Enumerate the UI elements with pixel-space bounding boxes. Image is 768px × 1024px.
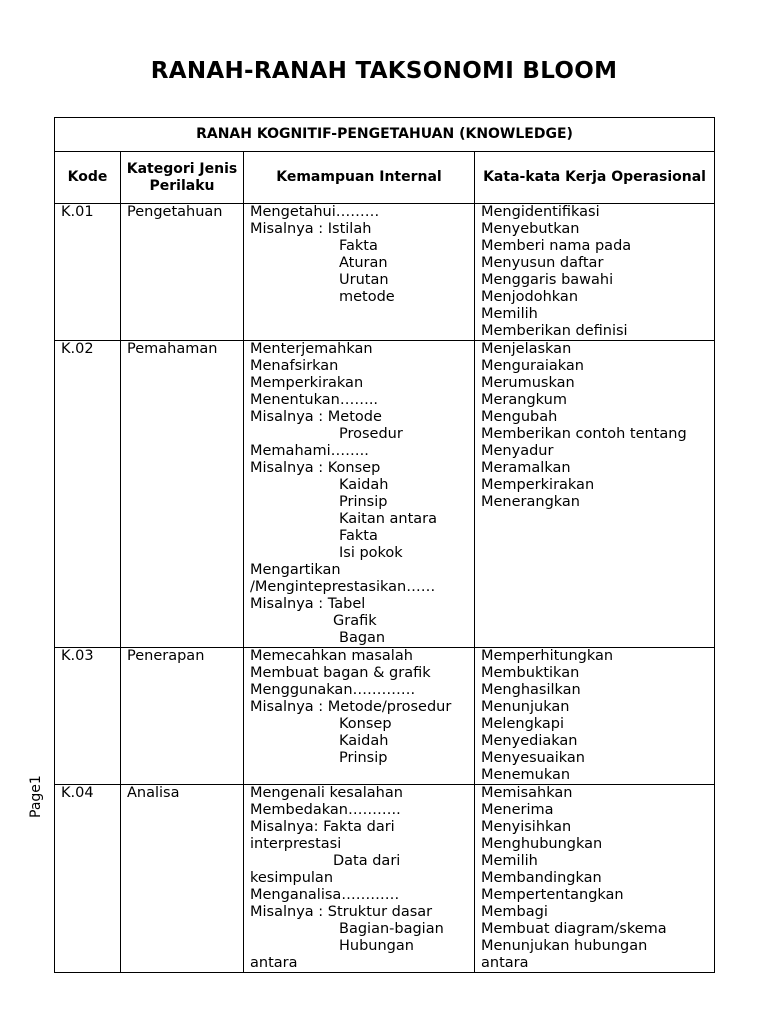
cell-kata-kerja (475, 204, 715, 341)
kata-kerja-line: Mempertentangkan (481, 887, 624, 903)
kemampuan-line: Hubungan (339, 938, 414, 954)
cell-kemampuan (244, 341, 475, 648)
kemampuan-line: Fakta (339, 238, 378, 254)
cell-kata-kerja (475, 785, 715, 973)
cell-kata-kerja (475, 648, 715, 785)
kata-kerja-line: Membagi (481, 904, 548, 920)
kemampuan-line: Misalnya : Istilah (250, 221, 372, 237)
kemampuan-line: Kaitan antara (339, 511, 438, 527)
kata-kerja-line: Menjodohkan (481, 289, 579, 305)
kemampuan-line: metode (339, 289, 395, 305)
kata-kerja-line: Menunjukan hubungan (481, 938, 648, 954)
kata-kerja-line: Merumuskan (481, 375, 575, 391)
kata-kerja-line: Memperhitungkan (481, 648, 614, 664)
kemampuan-line: Menafsirkan (250, 358, 339, 374)
kemampuan-line: kesimpulan (250, 870, 334, 886)
kemampuan-line: Kaidah (339, 477, 389, 493)
kemampuan-line: Memahami…….. (250, 443, 369, 459)
kata-kerja-line: Memilih (481, 306, 538, 322)
kata-kerja-line: antara (481, 955, 529, 971)
kata-kerja-line: Mengidentifikasi (481, 204, 600, 220)
kata-kerja-line: Menyediakan (481, 733, 578, 749)
kemampuan-line: Misalnya : Konsep (250, 460, 381, 476)
kemampuan-line: Urutan (339, 272, 389, 288)
kata-kerja-line: Memperkirakan (481, 477, 595, 493)
cell-kode: K.03 (55, 648, 121, 785)
kemampuan-line: Data dari (333, 853, 401, 869)
table-row (55, 341, 715, 648)
kemampuan-line: Misalnya : Tabel (250, 596, 366, 612)
kemampuan-line: Misalnya : Metode (250, 409, 382, 425)
kemampuan-line: Mengartikan (250, 562, 341, 578)
kata-kerja-line: Menggaris bawahi (481, 272, 614, 288)
cell-kategori: Penerapan (121, 648, 244, 785)
kata-kerja-line: Memberikan contoh tentang (481, 426, 687, 442)
page-title: RANAH-RANAH TAKSONOMI BLOOM (150, 58, 618, 84)
kata-kerja-line: Melengkapi (481, 716, 565, 732)
table-row (55, 648, 715, 785)
kata-kerja-line: Menguraiakan (481, 358, 584, 374)
kata-kerja-line: Membuat diagram/skema (481, 921, 667, 937)
kemampuan-line: Memecahkan masalah (250, 648, 413, 664)
column-header-kategori: Kategori Jenis Perilaku (121, 152, 244, 204)
table-row (55, 204, 715, 341)
kemampuan-line: /Menginteprestasikan…… (250, 579, 436, 595)
kemampuan-line: Konsep (339, 716, 392, 732)
kata-kerja-line: Memberikan definisi (481, 323, 628, 339)
cell-kemampuan (244, 648, 475, 785)
kemampuan-line: Mengetahui……… (250, 204, 380, 220)
table-row (55, 785, 715, 973)
kata-kerja-line: Memberi nama pada (481, 238, 632, 254)
kemampuan-line: interprestasi (250, 836, 342, 852)
kata-kerja-line: Menyadur (481, 443, 554, 459)
kemampuan-line: Membedakan……….. (250, 802, 401, 818)
kata-kerja-line: Merangkum (481, 392, 567, 408)
kemampuan-line: Misalnya: Fakta dari (250, 819, 395, 835)
kata-kerja-line: Membandingkan (481, 870, 602, 886)
kemampuan-line: Bagan (339, 630, 386, 646)
kata-kerja-line: Menerangkan (481, 494, 581, 510)
cell-kode: K.02 (55, 341, 121, 648)
kemampuan-line: Membuat bagan & grafik (250, 665, 431, 681)
kemampuan-line: Aturan (339, 255, 388, 271)
cell-kode: K.01 (55, 204, 121, 341)
kata-kerja-line: Memisahkan (481, 785, 573, 801)
kata-kerja-line: Menyesuaikan (481, 750, 585, 766)
table-header: RANAH KOGNITIF-PENGETAHUAN (KNOWLEDGE) (55, 118, 715, 152)
kemampuan-line: Kaidah (339, 733, 389, 749)
kemampuan-line: Memperkirakan (250, 375, 364, 391)
kata-kerja-line: Meramalkan (481, 460, 571, 476)
kemampuan-line: Isi pokok (339, 545, 403, 561)
kemampuan-line: Menterjemahkan (250, 341, 373, 357)
kemampuan-line: Prinsip (339, 750, 388, 766)
kata-kerja-line: Menerima (481, 802, 554, 818)
kemampuan-line: Bagian-bagian (339, 921, 444, 937)
kemampuan-line: antara (250, 955, 298, 971)
kata-kerja-line: Mengubah (481, 409, 558, 425)
column-header-kata-kerja: Kata-kata Kerja Operasional (475, 152, 715, 204)
kata-kerja-line: Menghasilkan (481, 682, 581, 698)
kata-kerja-line: Menemukan (481, 767, 571, 783)
kemampuan-line: Mengenali kesalahan (250, 785, 403, 801)
kata-kerja-line: Menunjukan (481, 699, 570, 715)
kata-kerja-line: Memilih (481, 853, 538, 869)
kemampuan-line: Prinsip (339, 494, 388, 510)
cell-kemampuan (244, 785, 475, 973)
kemampuan-line: Grafik (333, 613, 377, 629)
cell-kata-kerja (475, 341, 715, 648)
kemampuan-line: Menentukan…….. (250, 392, 379, 408)
kata-kerja-line: Menjelaskan (481, 341, 572, 357)
kata-kerja-line: Menyebutkan (481, 221, 580, 237)
cell-kode: K.04 (55, 785, 121, 973)
column-header-kode: Kode (55, 152, 121, 204)
kata-kerja-line: Menyusun daftar (481, 255, 604, 271)
kata-kerja-line: Membuktikan (481, 665, 580, 681)
kata-kerja-line: Menghubungkan (481, 836, 603, 852)
kemampuan-line: Misalnya : Metode/prosedur (250, 699, 452, 715)
kemampuan-line: Menggunakan…………. (250, 682, 416, 698)
kemampuan-line: Prosedur (339, 426, 403, 442)
page-number-label: Page1 (28, 775, 44, 818)
kemampuan-line: Fakta (339, 528, 378, 544)
cell-kategori: Pengetahuan (121, 204, 244, 341)
cell-kategori: Analisa (121, 785, 244, 973)
bloom-taxonomy-table (54, 117, 715, 973)
cell-kategori: Pemahaman (121, 341, 244, 648)
cell-kemampuan (244, 204, 475, 341)
column-header-kemampuan: Kemampuan Internal (244, 152, 475, 204)
kemampuan-line: Misalnya : Struktur dasar (250, 904, 433, 920)
kemampuan-line: Menganalisa………… (250, 887, 400, 903)
kata-kerja-line: Menyisihkan (481, 819, 572, 835)
